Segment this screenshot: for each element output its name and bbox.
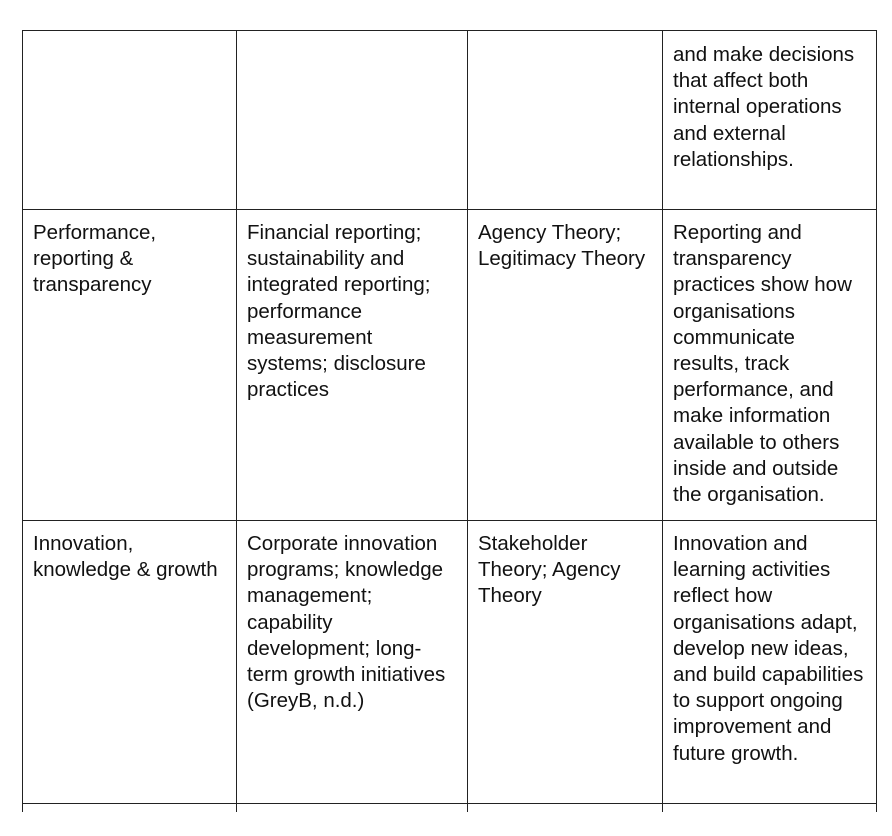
area-cell — [23, 210, 237, 521]
framework-table — [22, 30, 877, 812]
description-text: and make decisions that affect both internal operations and external relationships. — [673, 43, 855, 171]
description-cell — [663, 210, 877, 521]
empty-cell — [23, 804, 237, 813]
description-text: Innovation and learning activities reflect how organisations adapt, develop new ideas, and build capabilities to support ongoing improvement and future growth. — [673, 532, 864, 765]
examples-text: Corporate innovation programs; knowledge management; capability development; long-term growth initiatives (GreyB, n.d.) — [247, 532, 446, 713]
theories-text: Stakeholder Theory; Agency Theory — [478, 532, 621, 608]
description-cell — [663, 31, 877, 210]
empty-cell — [663, 804, 877, 813]
examples-cell — [237, 521, 468, 804]
area-cell — [23, 521, 237, 804]
empty-cell — [237, 804, 468, 813]
description-text: Reporting and transparency practices show how organisations communicate results, track performance, and make information available to others inside and outside the organisation. — [673, 221, 852, 507]
theories-cell — [468, 521, 663, 804]
table-row — [23, 210, 877, 521]
examples-cell — [237, 31, 468, 210]
theories-cell — [468, 210, 663, 521]
empty-cell — [468, 804, 663, 813]
theories-cell — [468, 31, 663, 210]
table-row — [23, 31, 877, 210]
examples-cell — [237, 210, 468, 521]
description-cell — [663, 521, 877, 804]
examples-text: Financial reporting; sustainability and integrated reporting; performance measurement systems; disclosure practices — [247, 221, 431, 402]
area-text: Performance, reporting & transparency — [33, 221, 157, 297]
area-text: Innovation, knowledge & growth — [33, 532, 218, 582]
table-row — [23, 521, 877, 804]
area-cell — [23, 31, 237, 210]
theories-text: Agency Theory; Legitimacy Theory — [478, 221, 646, 271]
table-row-continuation — [23, 804, 877, 813]
